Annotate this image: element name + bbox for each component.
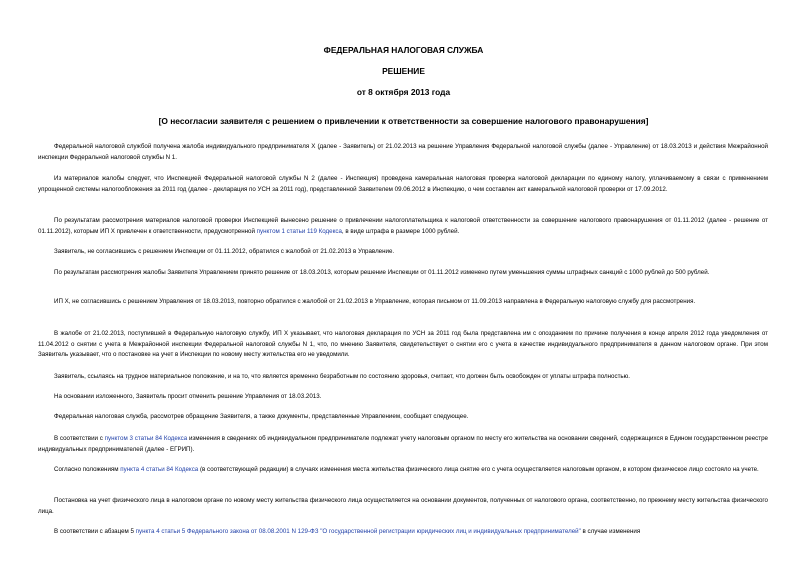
paragraph-14 (38, 527, 768, 538)
link-article-84-p4[interactable]: пункта 4 статьи 84 Кодекса (120, 466, 199, 473)
paragraph-12-text-a: Согласно положениям (54, 466, 121, 473)
paragraph-14-text-a: В соответствии с абзацем 5 (54, 528, 136, 535)
document-date: от 8 октября 2013 года (356, 87, 451, 97)
paragraph-3 (38, 216, 768, 237)
document-type-title: РЕШЕНИЕ (382, 66, 425, 76)
paragraph-2: Из материалов жалобы следует, что Инспекцией Федеральной налоговой службы N 2 (далее - Инспекция) проведена камеральная налоговая проверка налоговой декларации по единому налогу, уплачиваемому в связи с применением упрощенной системы налогообложения за 2011 год (далее - декларация по УСН за 2011 год), представленной Заявителем 09.06.2012 в Инспекцию, о чем составлен акт камеральной налоговой проверки от 17.09.2012. (38, 175, 768, 193)
paragraph-14-text-b: в случае изменения (580, 528, 641, 535)
link-federal-law-129[interactable]: пункта 4 статьи 5 Федерального закона от 08.08.2001 N 129-ФЗ "О государственной регистрации юридических лиц и индивидуальных предпринимателей" (135, 528, 581, 535)
document-subject: [О несогласии заявителя с решением о привлечении к ответственности за совершение налогового правонарушения] (158, 116, 649, 126)
paragraph-11-text-b: изменения в сведениях об индивидуальном предпринимателе подлежат учету налоговым органом по месту его жительства на основании сведений, содержащихся в Едином государственном реестре индивидуальных предпринимателей (далее - ЕГРИП). (38, 435, 768, 453)
paragraph-3-text-b: , в виде штрафа в размере 1000 рублей. (341, 227, 460, 235)
link-article-84-p3[interactable]: пунктом 3 статьи 84 Кодекса (104, 435, 188, 442)
paragraph-1: Федеральной налоговой службой получена жалоба индивидуального предпринимателя Х (далее - Заявитель) от 21.02.2013 на решение Управления Федеральной налоговой службы (далее - Управление) от 18.03.2013 и действия Межрайонной инспекции Федеральной налоговой службы N 1. (38, 143, 768, 161)
paragraph-8: Заявитель, ссылаясь на трудное материальное положение, и на то, что является временно безработным по состоянию здоровья, считает, что должен быть освобожден от уплаты штрафа полностью. (54, 373, 630, 380)
paragraph-11 (38, 434, 768, 455)
paragraph-3-text-a: По результатам рассмотрения материалов налоговой проверки Инспекцией вынесено решение о привлечении налогоплательщика к налоговой ответственности за совершение налогового правонарушения от 01.11.2012 (далее - решение от 01.11.2012), которым ИП Х привлечен к ответственности, предусмотренной (38, 217, 768, 235)
paragraph-9: На основании изложенного, Заявитель просит отменить решение Управления от 18.03.2013. (54, 393, 322, 400)
paragraph-5: По результатам рассмотрения жалобы Заявителя Управлением принято решение от 18.03.2013, которым решение Инспекции от 01.11.2012 изменено путем уменьшения суммы штрафных санкций с 1000 рублей до 500 рублей. (54, 269, 710, 276)
paragraph-10: Федеральная налоговая служба, рассмотрев обращение Заявителя, а также документы, представленные Управлением, сообщает следующее. (54, 413, 469, 420)
paragraph-6: ИП Х, не согласившись с решением Управления от 18.03.2013, повторно обратился с жалобой от 21.02.2013 в Управление, которая письмом от 11.09.2013 направлена в Федеральную налоговую службу для рассмотрения. (54, 298, 696, 305)
agency-title: ФЕДЕРАЛЬНАЯ НАЛОГОВАЯ СЛУЖБА (323, 45, 484, 55)
link-article-119[interactable]: пунктом 1 статьи 119 Кодекса (256, 227, 342, 235)
paragraph-12 (38, 465, 768, 476)
paragraph-4: Заявитель, не согласившись с решением Инспекции от 01.11.2012, обратился с жалобой от 21.02.2013 в Управление. (54, 248, 395, 255)
paragraph-12-text-b: (в соответствующей редакции) в случаях изменения места жительства физического лица снятие его с учета осуществляется налоговым органом, в котором физическое лицо состояло на учете. (198, 466, 759, 473)
paragraph-13: Постановка на учет физического лица в налоговом органе по новому месту жительства физического лица осуществляется на основании документов, полученных от налогового органа, соответственно, по прежнему месту жительства физического лица. (38, 497, 768, 515)
paragraph-11-text-a: В соответствии с (54, 435, 105, 442)
paragraph-7: В жалобе от 21.02.2013, поступившей в Федеральную налоговую службу, ИП Х указывает, что налоговая декларация по УСН за 2011 год была представлена им с опозданием по причине получения в конце апреля 2012 года уведомления от 11.04.2012 о снятии с учета в Межрайонной инспекции Федеральной налоговой службы N 1, что, по мнению Заявителя, свидетельствует о снятии его с учета в качестве индивидуального предпринимателя в данном налоговом органе. При этом Заявитель указывает, что о постановке на учет в Инспекции по новому месту жительства его не уведомили. (38, 330, 768, 358)
